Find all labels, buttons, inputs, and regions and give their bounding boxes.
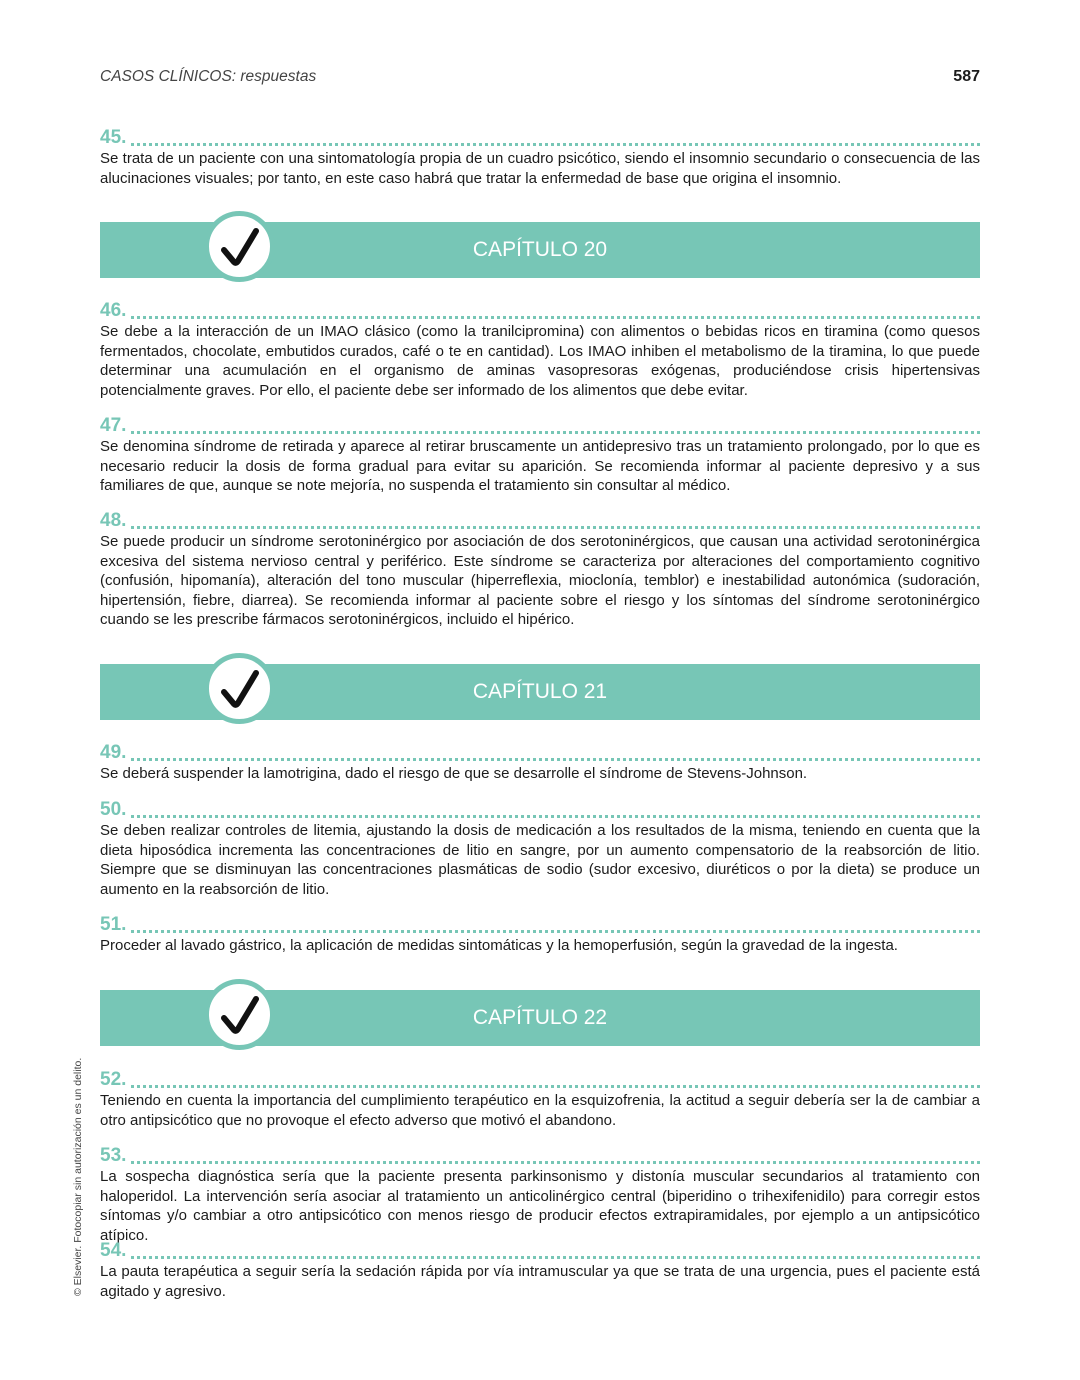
dotted-leader bbox=[131, 316, 980, 319]
answer-number: 52. bbox=[100, 1069, 127, 1090]
chapter-20-banner bbox=[100, 222, 980, 278]
checkmark-badge bbox=[204, 211, 275, 282]
answer-45 bbox=[100, 126, 980, 188]
chapter-22-banner bbox=[100, 990, 980, 1046]
checkmark-icon bbox=[220, 668, 260, 710]
answer-number: 53. bbox=[100, 1145, 127, 1166]
answer-48 bbox=[100, 509, 980, 630]
dotted-leader bbox=[131, 526, 980, 529]
answer-text: Se puede producir un síndrome serotoninérgico por asociación de dos serotoninérgicos, que causan una actividad serotoninérgica excesiva del sistema nervioso central y periférico. Este síndrome se caracteriza por alteraciones del comportamiento cognitivo (confusión, hipomanía), alteración del tono muscular (hiperreflexia, mioclonía, temblor) e inestabilidad autonómica (sudoración, hipertensión, fiebre, diarrea). Se recomienda informar al paciente sobre el riesgo y los síntomas del síndrome serotoninérgico cuando se les prescribe fármacos serotoninérgicos, incluido el hipérico. bbox=[100, 533, 980, 628]
answer-number: 46. bbox=[100, 300, 127, 321]
dotted-leader bbox=[131, 930, 980, 933]
page-header bbox=[100, 68, 980, 90]
answer-52 bbox=[100, 1068, 980, 1130]
checkmark-badge bbox=[204, 653, 275, 724]
answer-text: Se deben realizar controles de litemia, ajustando la dosis de medicación a los resultados de la misma, teniendo en cuenta que la dieta hiposódica incrementa las concentraciones de litio en sangre, por un aumento compensatorio de la reabsorción de litio. Siempre que se disminuyan las concentraciones plasmáticas de sodio (sudor excesivo, diuréticos o por la dieta) se produce un aumento en la reabsorción de litio. bbox=[100, 822, 980, 898]
answer-text: Proceder al lavado gástrico, la aplicación de medidas sintomáticas y la hemoperfusión, según la gravedad de la ingesta. bbox=[100, 937, 898, 954]
dotted-leader bbox=[131, 431, 980, 434]
answer-number: 48. bbox=[100, 510, 127, 531]
answer-number: 54. bbox=[100, 1240, 127, 1261]
answer-50 bbox=[100, 798, 980, 899]
answer-51 bbox=[100, 913, 980, 956]
answer-number: 47. bbox=[100, 415, 127, 436]
dotted-leader bbox=[131, 1256, 980, 1259]
chapter-21-banner bbox=[100, 664, 980, 720]
dotted-leader bbox=[131, 1161, 980, 1164]
answer-49 bbox=[100, 741, 980, 784]
checkmark-icon bbox=[220, 994, 260, 1036]
dotted-leader bbox=[131, 758, 980, 761]
answer-number: 49. bbox=[100, 742, 127, 763]
page-number: 587 bbox=[953, 68, 980, 85]
answer-47 bbox=[100, 414, 980, 496]
answer-54 bbox=[100, 1239, 980, 1301]
checkmark-badge bbox=[204, 979, 275, 1050]
dotted-leader bbox=[131, 815, 980, 818]
answer-46 bbox=[100, 299, 980, 400]
answer-text: Se denomina síndrome de retirada y aparece al retirar bruscamente un antidepresivo tras un tratamiento prolongado, por lo que es necesario reducir la dosis de forma gradual para evitar su aparición. Se recomienda informar al paciente depresivo y a sus familiares de que, aunque se note mejoría, no suspenda el tratamiento sin consultar al médico. bbox=[100, 438, 980, 494]
answer-text: Se trata de un paciente con una sintomatología propia de un cuadro psicótico, siendo el insomnio secundario o consecuencia de las alucinaciones visuales; por tanto, en este caso habrá que tratar la enfermedad de base que origina el insomnio. bbox=[100, 150, 980, 187]
answer-number: 45. bbox=[100, 127, 127, 148]
chapter-title: CAPÍTULO 21 bbox=[472, 680, 608, 703]
answer-text: La sospecha diagnóstica sería que la paciente presenta parkinsonismo y distonía muscular secundarios al tratamiento con haloperidol. La intervención sería asociar al tratamiento un anticolinérgico central (biperidino o trihexifenidilo) para corregir estos síntomas y/o cambiar a otro antipsicótico con menos riesgo de producir efectos extrapiramidales, por ejemplo a un antipsicótico atípico. bbox=[100, 1168, 980, 1244]
answer-text: Se debe a la interacción de un IMAO clásico (como la tranilcipromina) con alimentos o bebidas ricos en tiramina (como quesos fermentados, chocolate, embutidos curados, café o te en cantidad). Los IMAO inhiben el metabolismo de la tiramina, lo que puede determinar una acumulación en el organismo de aminas vasopresoras exógenas, produciéndose crisis hipertensivas potencialmente graves. Por ello, el paciente debe ser informado de los alimentos que debe evitar. bbox=[100, 323, 980, 399]
running-title: CASOS CLÍNICOS: respuestas bbox=[100, 68, 317, 85]
chapter-title: CAPÍTULO 22 bbox=[472, 1006, 608, 1029]
dotted-leader bbox=[131, 1085, 980, 1088]
answer-number: 50. bbox=[100, 799, 127, 820]
chapter-title: CAPÍTULO 20 bbox=[472, 238, 608, 261]
answer-text: La pauta terapéutica a seguir sería la sedación rápida por vía intramuscular ya que se trata de una urgencia, pues el paciente está agitado y agresivo. bbox=[100, 1263, 980, 1300]
answer-text: Se deberá suspender la lamotrigina, dado el riesgo de que se desarrolle el síndrome de Stevens-Johnson. bbox=[100, 765, 808, 782]
answer-text: Teniendo en cuenta la importancia del cumplimiento terapéutico en la esquizofrenia, la actitud a seguir debería ser la de cambiar a otro antipsicótico que no provoque el efecto adverso que motivó el abandono. bbox=[100, 1092, 980, 1129]
answer-number: 51. bbox=[100, 914, 127, 935]
answer-53 bbox=[100, 1144, 980, 1245]
copyright-notice: © Elsevier. Fotocopiar sin autorización es un delito. bbox=[72, 1057, 84, 1296]
dotted-leader bbox=[131, 143, 980, 146]
checkmark-icon bbox=[220, 226, 260, 268]
